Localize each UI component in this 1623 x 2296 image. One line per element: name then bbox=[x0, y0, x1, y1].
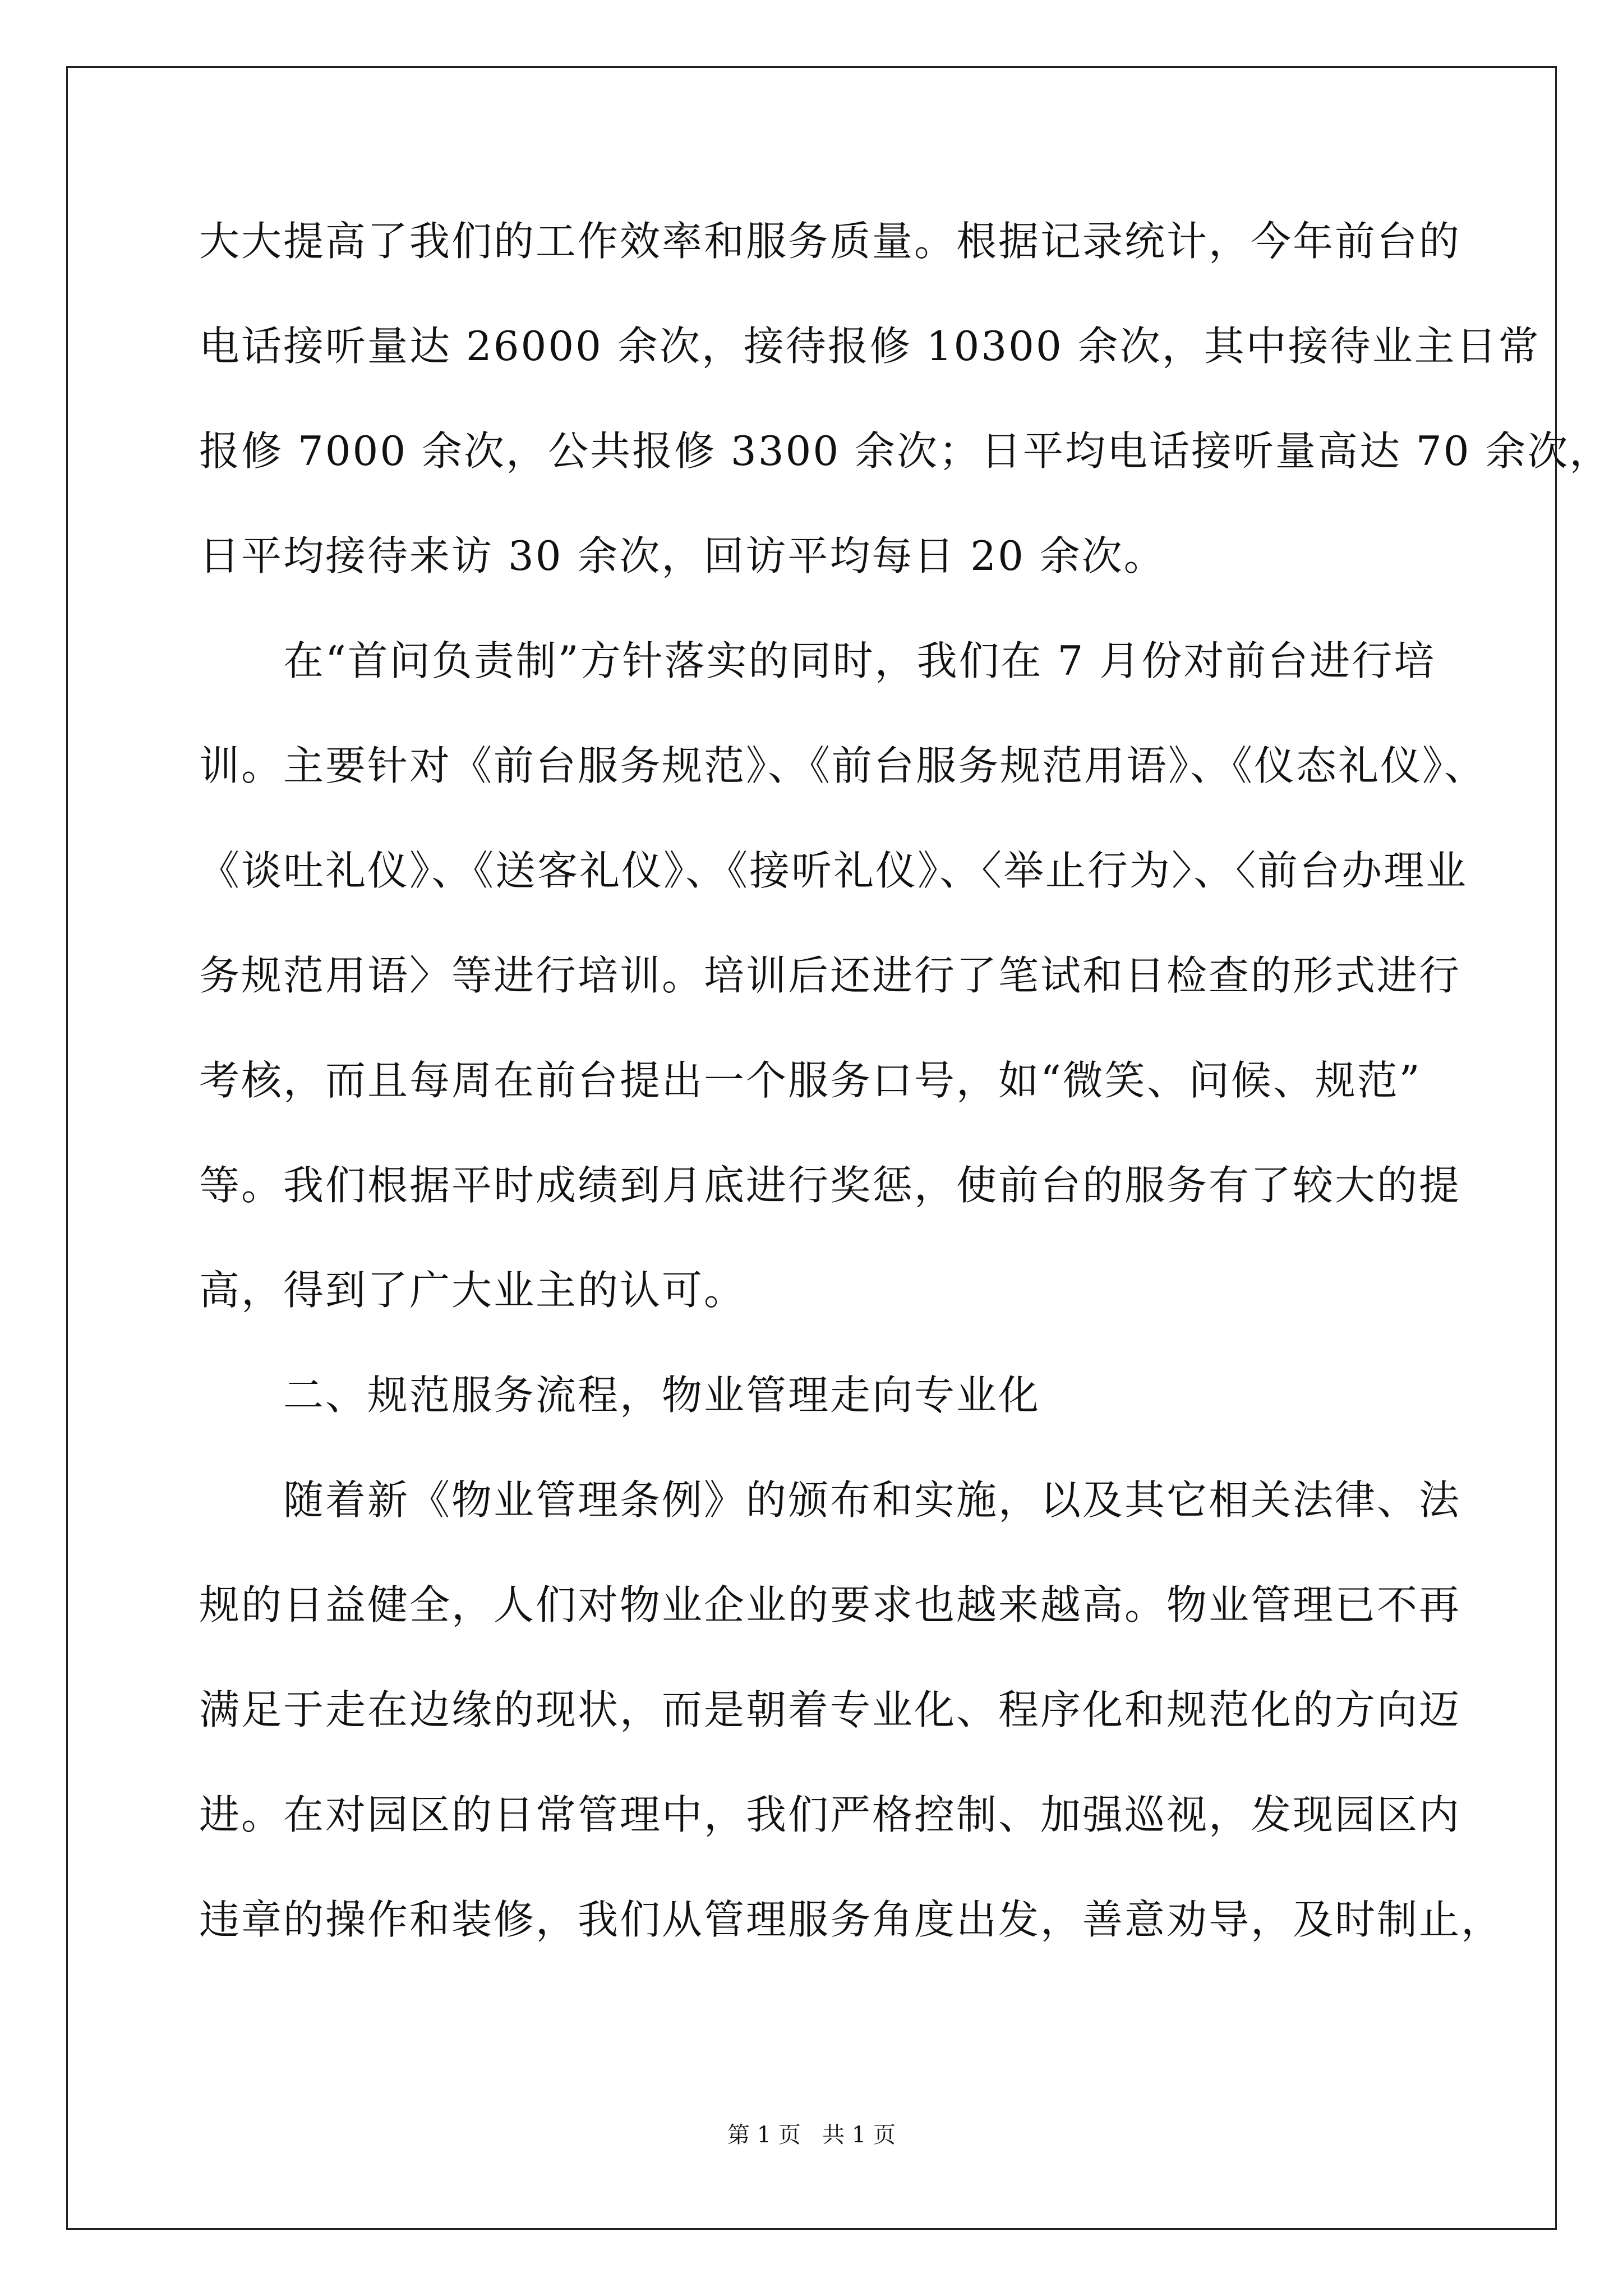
text-line: 大大提高了我们的工作效率和服务质量。根据记录统计，今年前台的 bbox=[199, 218, 1461, 265]
text-line: 考核，而且每周在前台提出一个服务口号，如“微笑、问候、规范” bbox=[199, 1057, 1422, 1104]
text-line: 训。主要针对《前台服务规范》、《前台服务规范用语》、《仪态礼仪》、 bbox=[199, 742, 1487, 789]
text-line: 满足于走在边缘的现状，而是朝着专业化、程序化和规范化的方向迈 bbox=[199, 1686, 1461, 1733]
section-heading: 二、规范服务流程，物业管理走向专业化 bbox=[283, 1372, 1041, 1419]
text-line: 报修 7000 余次，公共报修 3300 余次；日平均电话接听量高达 70 余次， bbox=[199, 427, 1612, 475]
document-body bbox=[199, 208, 1612, 1991]
text-line: 违章的操作和装修，我们从管理服务角度出发，善意劝导，及时制止， bbox=[199, 1896, 1504, 1943]
paragraph-first-line: 随着新《物业管理条例》的颁布和实施，以及其它相关法律、法 bbox=[283, 1476, 1461, 1524]
text-line: 高，得到了广大业主的认可。 bbox=[199, 1267, 746, 1314]
text-line: 等。我们根据平时成绩到月底进行奖惩，使前台的服务有了较大的提 bbox=[199, 1162, 1461, 1209]
text-line: 进。在对园区的日常管理中，我们严格控制、加强巡视，发现园区内 bbox=[199, 1791, 1461, 1838]
text-line: 规的日益健全，人们对物业企业的要求也越来越高。物业管理已不再 bbox=[199, 1581, 1461, 1628]
text-line: 务规范用语〉等进行培训。培训后还进行了笔试和日检查的形式进行 bbox=[199, 952, 1461, 999]
text-line: 《谈吐礼仪》、《送客礼仪》、《接听礼仪》、〈举止行为〉、〈前台办理业 bbox=[199, 847, 1468, 894]
text-line: 电话接听量达 26000 余次，接待报修 10300 余次，其中接待业主日常 bbox=[199, 323, 1541, 370]
text-line: 日平均接待来访 30 余次，回访平均每日 20 余次。 bbox=[199, 532, 1166, 579]
paragraph-first-line: 在“首问负责制”方针落实的同时，我们在 7 月份对前台进行培 bbox=[283, 637, 1436, 684]
page-number-footer: 第 1 页 共 1 页 bbox=[727, 2122, 896, 2148]
